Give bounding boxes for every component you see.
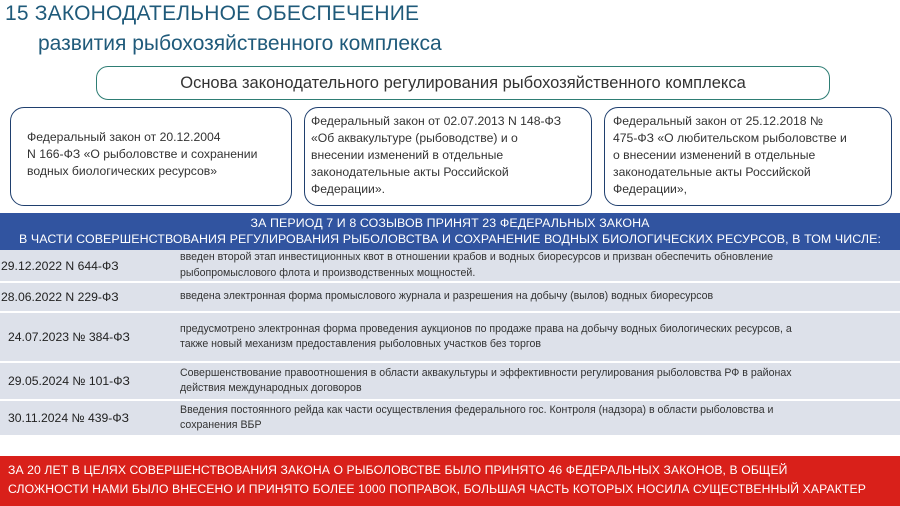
row-description-line: предусмотрено электронная форма проведения аукционов по продаже права на добычу водных биологических ресурсов, а [180,322,792,335]
row-description [180,401,894,435]
summary-line: ЗА 20 ЛЕТ В ЦЕЛЯХ СОВЕРШЕНСТВОВАНИЯ ЗАКОНА О РЫБОЛОВСТВЕ БЫЛО ПРИНЯТО 46 ФЕДЕРАЛЬНЫХ ЗАКОНОВ, В ОБЩЕЙ [8,463,788,477]
row-description [180,283,894,311]
page-title: 15 ЗАКОНОДАТЕЛЬНОЕ ОБЕСПЕЧЕНИЕ [5,2,420,25]
law-box-line: N 166-ФЗ «О рыболовстве и сохранении [27,147,258,162]
row-description-line: действия международных договоров [180,382,362,394]
main-heading-text: Основа законодательного регулирования рыбохозяйственного комплекса [180,73,746,92]
law-box-line: Федеральный закон от 02.07.2013 N 148-ФЗ [311,114,562,128]
law-box-line: Федерации». [311,182,385,197]
law-box-line: Федеральный закон от 20.12.2004 [27,130,221,144]
law-box-line: Федерации», [613,182,687,197]
row-law-number: 29.12.2022 N 644-ФЗ [1,258,119,273]
row-law-number: 24.07.2023 № 384-ФЗ [8,330,130,344]
law-box-line: Федеральный закон от 25.12.2018 № [613,114,824,128]
table-row [0,250,900,281]
main-heading-box [96,66,830,100]
table-row [0,313,900,361]
period-header-banner [0,213,900,250]
table-row [0,363,900,399]
summary-banner [0,456,900,506]
period-header-line: В ЧАСТИ СОВЕРШЕНСТВОВАНИЯ РЕГУЛИРОВАНИЯ РЫБОЛОВСТВА И СОХРАНЕНИЕ ВОДНЫХ БИОЛОГИЧЕСКИХ РЕСУРСОВ, В ТОМ ЧИСЛЕ: [18,232,882,246]
period-header-line: ЗА ПЕРИОД 7 И 8 СОЗЫВОВ ПРИНЯТ 23 ФЕДЕРАЛЬНЫХ ЗАКОНА [250,216,650,230]
row-law-number: 28.06.2022 N 229-ФЗ [1,290,119,304]
row-law-number: 29.05.2024 № 101-ФЗ [8,374,130,388]
summary-line: СЛОЖНОСТИ НАМИ БЫЛО ВНЕСЕНО И ПРИНЯТО БОЛЕЕ 1000 ПОПРАВОК, БОЛЬШАЯ ЧАСТЬ КОТОРЫХ НОСИЛА СУЩЕСТВЕННЫЙ ХАРАКТЕР [8,482,866,496]
row-description-line: сохранения ВБР [180,419,262,431]
row-description-line: Введения постоянного рейда как части осуществления федерального гос. Контроля (надзора) в области рыболовства и [180,403,774,416]
table-row [0,401,900,435]
page-subtitle: развития рыбохозяйственного комплекса [38,32,442,55]
table-row [0,283,900,311]
row-description-line: рыбопромыслового флота и производственных мощностей. [180,266,476,279]
row-description [180,250,894,281]
law-box-line: о внесении изменений в отдельные [613,148,816,163]
law-box-line: законодательные акты Российской [613,165,811,180]
row-description-line: также новый механизм предоставления рыболовных участков без торгов [180,338,541,350]
law-box-line: 475-ФЗ «О любительском рыболовстве и [613,131,847,146]
row-law-number: 30.11.2024 № 439-ФЗ [8,411,129,425]
row-description-line: введен второй этап инвестиционных квот в отношении крабов и водных биоресурсов и призван обеспечить обновление [180,251,774,264]
law-box-line: законодательные акты Российской [311,165,509,180]
row-description [180,313,894,361]
law-box-475 [604,107,892,206]
row-description [180,363,894,399]
law-box-line: водных биологических ресурсов» [27,164,217,179]
law-box-166 [10,107,292,206]
row-description-line: введена электронная форма промыслового журнала и разрешения на добычу (вылов) водных биоресурсов [180,290,714,303]
law-box-line: «Об аквакультуре (рыбоводстве) и о [311,131,518,146]
law-box-line: внесении изменений в отдельные [311,148,504,163]
row-description-line: Совершенствование правоотношения в области аквакультуры и эффективности регулирования рыболовства РФ в районах [180,366,792,379]
law-box-148 [304,107,592,206]
